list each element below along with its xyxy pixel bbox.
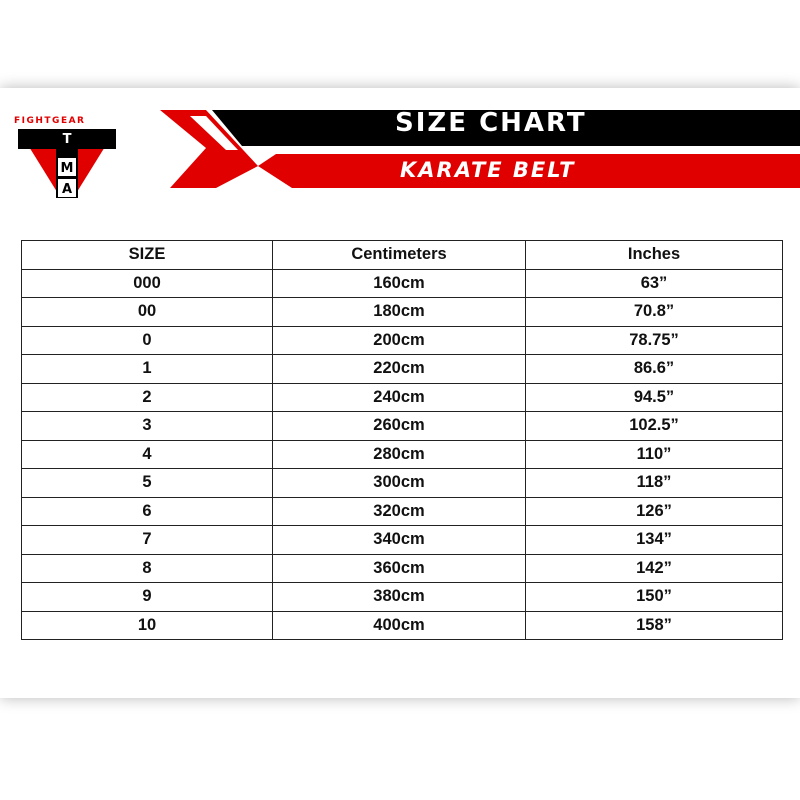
table-row <box>22 526 783 555</box>
table-row <box>22 269 783 298</box>
inches-cell: 150” <box>526 583 783 612</box>
header-inches: Inches <box>526 241 783 270</box>
size-cell: 00 <box>22 298 273 327</box>
table-row <box>22 469 783 498</box>
table-row <box>22 355 783 384</box>
centimeters-cell: 240cm <box>273 383 526 412</box>
size-cell: 0 <box>22 326 273 355</box>
logo-letter-m: M <box>60 161 74 176</box>
table-row <box>22 440 783 469</box>
inches-cell: 86.6” <box>526 355 783 384</box>
table-row <box>22 326 783 355</box>
header-banner <box>0 88 800 198</box>
size-cell: 2 <box>22 383 273 412</box>
centimeters-cell: 400cm <box>273 611 526 640</box>
size-cell: 6 <box>22 497 273 526</box>
table-row <box>22 611 783 640</box>
size-cell: 10 <box>22 611 273 640</box>
size-cell: 1 <box>22 355 273 384</box>
size-chart-sheet <box>0 88 800 698</box>
size-cell: 8 <box>22 554 273 583</box>
table-row <box>22 412 783 441</box>
centimeters-cell: 320cm <box>273 497 526 526</box>
inches-cell: 118” <box>526 469 783 498</box>
tma-logo <box>16 88 126 198</box>
inches-cell: 102.5” <box>526 412 783 441</box>
inches-cell: 110” <box>526 440 783 469</box>
inches-cell: 70.8” <box>526 298 783 327</box>
size-cell: 5 <box>22 469 273 498</box>
centimeters-cell: 200cm <box>273 326 526 355</box>
centimeters-cell: 340cm <box>273 526 526 555</box>
logo-letter-t: T <box>62 132 72 147</box>
logo-letter-a: A <box>61 182 73 197</box>
centimeters-cell: 300cm <box>273 469 526 498</box>
inches-cell: 126” <box>526 497 783 526</box>
inches-cell: 158” <box>526 611 783 640</box>
centimeters-cell: 360cm <box>273 554 526 583</box>
inches-cell: 134” <box>526 526 783 555</box>
inches-cell: 78.75” <box>526 326 783 355</box>
table-header-row <box>22 241 783 270</box>
size-cell: 9 <box>22 583 273 612</box>
centimeters-cell: 160cm <box>273 269 526 298</box>
centimeters-cell: 220cm <box>273 355 526 384</box>
centimeters-cell: 180cm <box>273 298 526 327</box>
size-cell: 4 <box>22 440 273 469</box>
centimeters-cell: 260cm <box>273 412 526 441</box>
banner-title: SIZE CHART <box>395 108 587 138</box>
centimeters-cell: 380cm <box>273 583 526 612</box>
table-row <box>22 554 783 583</box>
banner-subtitle: KARATE BELT <box>400 158 576 182</box>
inches-cell: 94.5” <box>526 383 783 412</box>
inches-cell: 142” <box>526 554 783 583</box>
table-row <box>22 583 783 612</box>
header-size: SIZE <box>22 241 273 270</box>
size-cell: 7 <box>22 526 273 555</box>
table-row <box>22 383 783 412</box>
table-row <box>22 298 783 327</box>
size-cell: 000 <box>22 269 273 298</box>
header-centimeters: Centimeters <box>273 241 526 270</box>
brand-wordmark: FIGHTGEAR <box>14 116 86 126</box>
centimeters-cell: 280cm <box>273 440 526 469</box>
table-row <box>22 497 783 526</box>
inches-cell: 63” <box>526 269 783 298</box>
size-cell: 3 <box>22 412 273 441</box>
size-table <box>21 240 783 640</box>
